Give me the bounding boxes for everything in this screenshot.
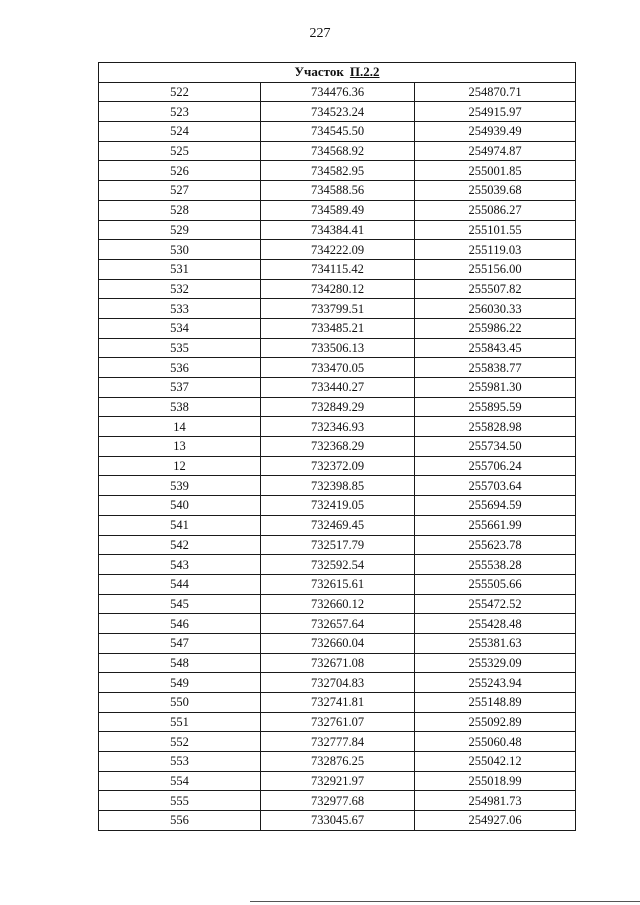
y-coordinate-cell: 255895.59 [415,397,576,417]
x-coordinate-cell: 734545.50 [261,122,415,142]
table-row [99,161,576,181]
table-row [99,535,576,555]
x-coordinate-cell: 734384.41 [261,220,415,240]
point-number-cell: 531 [99,259,261,279]
section-header-row [99,63,576,83]
table-row [99,614,576,634]
x-coordinate-cell: 734582.95 [261,161,415,181]
y-coordinate-cell: 255694.59 [415,496,576,516]
x-coordinate-cell: 734568.92 [261,141,415,161]
y-coordinate-cell: 255329.09 [415,653,576,673]
x-coordinate-cell: 732921.97 [261,771,415,791]
y-coordinate-cell: 255472.52 [415,594,576,614]
point-number-cell: 538 [99,397,261,417]
point-number-cell: 532 [99,279,261,299]
point-number-cell: 545 [99,594,261,614]
table-row [99,476,576,496]
y-coordinate-cell: 255703.64 [415,476,576,496]
y-coordinate-cell: 255042.12 [415,752,576,772]
y-coordinate-cell: 255838.77 [415,358,576,378]
x-coordinate-cell: 732372.09 [261,456,415,476]
y-coordinate-cell: 255828.98 [415,417,576,437]
x-coordinate-cell: 734589.49 [261,200,415,220]
x-coordinate-cell: 732671.08 [261,653,415,673]
x-coordinate-cell: 732977.68 [261,791,415,811]
table-row [99,496,576,516]
x-coordinate-cell: 733470.05 [261,358,415,378]
table-row [99,358,576,378]
table-row [99,318,576,338]
table-row [99,712,576,732]
table-row [99,181,576,201]
table-row [99,574,576,594]
y-coordinate-cell: 255507.82 [415,279,576,299]
table-row [99,633,576,653]
x-coordinate-cell: 732419.05 [261,496,415,516]
y-coordinate-cell: 255119.03 [415,240,576,260]
y-coordinate-cell: 255538.28 [415,555,576,575]
point-number-cell: 555 [99,791,261,811]
y-coordinate-cell: 254915.97 [415,102,576,122]
table-row [99,673,576,693]
table-row [99,437,576,457]
x-coordinate-cell: 733506.13 [261,338,415,358]
y-coordinate-cell: 255039.68 [415,181,576,201]
x-coordinate-cell: 732761.07 [261,712,415,732]
point-number-cell: 530 [99,240,261,260]
x-coordinate-cell: 732346.93 [261,417,415,437]
point-number-cell: 553 [99,752,261,772]
x-coordinate-cell: 734115.42 [261,259,415,279]
point-number-cell: 543 [99,555,261,575]
coordinates-table [98,62,576,831]
x-coordinate-cell: 732849.29 [261,397,415,417]
section-label: Участок [294,64,344,80]
table-row [99,515,576,535]
x-coordinate-cell: 732398.85 [261,476,415,496]
y-coordinate-cell: 255986.22 [415,318,576,338]
point-number-cell: 541 [99,515,261,535]
x-coordinate-cell: 732660.12 [261,594,415,614]
y-coordinate-cell: 254974.87 [415,141,576,161]
y-coordinate-cell: 255001.85 [415,161,576,181]
point-number-cell: 529 [99,220,261,240]
point-number-cell: 524 [99,122,261,142]
point-number-cell: 556 [99,811,261,831]
y-coordinate-cell: 255734.50 [415,437,576,457]
x-coordinate-cell: 732777.84 [261,732,415,752]
table-row [99,555,576,575]
point-number-cell: 533 [99,299,261,319]
point-number-cell: 550 [99,693,261,713]
point-number-cell: 544 [99,574,261,594]
x-coordinate-cell: 734280.12 [261,279,415,299]
point-number-cell: 535 [99,338,261,358]
table-row [99,417,576,437]
y-coordinate-cell: 255381.63 [415,633,576,653]
table-row [99,752,576,772]
table-row [99,791,576,811]
y-coordinate-cell: 255060.48 [415,732,576,752]
table-row [99,102,576,122]
y-coordinate-cell: 254870.71 [415,82,576,102]
x-coordinate-cell: 732517.79 [261,535,415,555]
x-coordinate-cell: 734222.09 [261,240,415,260]
table-row [99,141,576,161]
table-row [99,259,576,279]
y-coordinate-cell: 256030.33 [415,299,576,319]
x-coordinate-cell: 733045.67 [261,811,415,831]
x-coordinate-cell: 733485.21 [261,318,415,338]
table-row [99,279,576,299]
section-title [99,63,576,83]
table-row [99,732,576,752]
y-coordinate-cell: 255086.27 [415,200,576,220]
table-row [99,220,576,240]
table-row [99,378,576,398]
y-coordinate-cell: 255428.48 [415,614,576,634]
point-number-cell: 534 [99,318,261,338]
y-coordinate-cell: 255148.89 [415,693,576,713]
point-number-cell: 546 [99,614,261,634]
section-code: П.2.2 [349,64,380,80]
coordinates-table-body [99,63,576,831]
x-coordinate-cell: 732469.45 [261,515,415,535]
point-number-cell: 525 [99,141,261,161]
y-coordinate-cell: 255505.66 [415,574,576,594]
x-coordinate-cell: 732368.29 [261,437,415,457]
table-row [99,299,576,319]
x-coordinate-cell: 734588.56 [261,181,415,201]
point-number-cell: 536 [99,358,261,378]
point-number-cell: 542 [99,535,261,555]
point-number-cell: 548 [99,653,261,673]
x-coordinate-cell: 733799.51 [261,299,415,319]
page-number: 227 [309,26,331,41]
y-coordinate-cell: 255092.89 [415,712,576,732]
table-row [99,456,576,476]
point-number-cell: 540 [99,496,261,516]
x-coordinate-cell: 732615.61 [261,574,415,594]
table-row [99,122,576,142]
point-number-cell: 13 [99,437,261,457]
table-row [99,397,576,417]
x-coordinate-cell: 732741.81 [261,693,415,713]
y-coordinate-cell: 254939.49 [415,122,576,142]
point-number-cell: 522 [99,82,261,102]
y-coordinate-cell: 255623.78 [415,535,576,555]
x-coordinate-cell: 734476.36 [261,82,415,102]
point-number-cell: 528 [99,200,261,220]
point-number-cell: 526 [99,161,261,181]
table-row [99,771,576,791]
bottom-divider [250,901,640,902]
x-coordinate-cell: 732704.83 [261,673,415,693]
table-row [99,653,576,673]
x-coordinate-cell: 732592.54 [261,555,415,575]
point-number-cell: 527 [99,181,261,201]
point-number-cell: 552 [99,732,261,752]
y-coordinate-cell: 255101.55 [415,220,576,240]
point-number-cell: 554 [99,771,261,791]
point-number-cell: 539 [99,476,261,496]
y-coordinate-cell: 255981.30 [415,378,576,398]
y-coordinate-cell: 255018.99 [415,771,576,791]
y-coordinate-cell: 255706.24 [415,456,576,476]
point-number-cell: 549 [99,673,261,693]
y-coordinate-cell: 254981.73 [415,791,576,811]
table-row [99,693,576,713]
point-number-cell: 547 [99,633,261,653]
x-coordinate-cell: 732876.25 [261,752,415,772]
point-number-cell: 14 [99,417,261,437]
table-row [99,811,576,831]
x-coordinate-cell: 733440.27 [261,378,415,398]
point-number-cell: 537 [99,378,261,398]
table-row [99,82,576,102]
x-coordinate-cell: 734523.24 [261,102,415,122]
y-coordinate-cell: 255661.99 [415,515,576,535]
point-number-cell: 551 [99,712,261,732]
y-coordinate-cell: 255843.45 [415,338,576,358]
point-number-cell: 12 [99,456,261,476]
x-coordinate-cell: 732660.04 [261,633,415,653]
x-coordinate-cell: 732657.64 [261,614,415,634]
y-coordinate-cell: 255243.94 [415,673,576,693]
y-coordinate-cell: 254927.06 [415,811,576,831]
point-number-cell: 523 [99,102,261,122]
table-row [99,200,576,220]
y-coordinate-cell: 255156.00 [415,259,576,279]
table-row [99,240,576,260]
table-row [99,594,576,614]
table-row [99,338,576,358]
